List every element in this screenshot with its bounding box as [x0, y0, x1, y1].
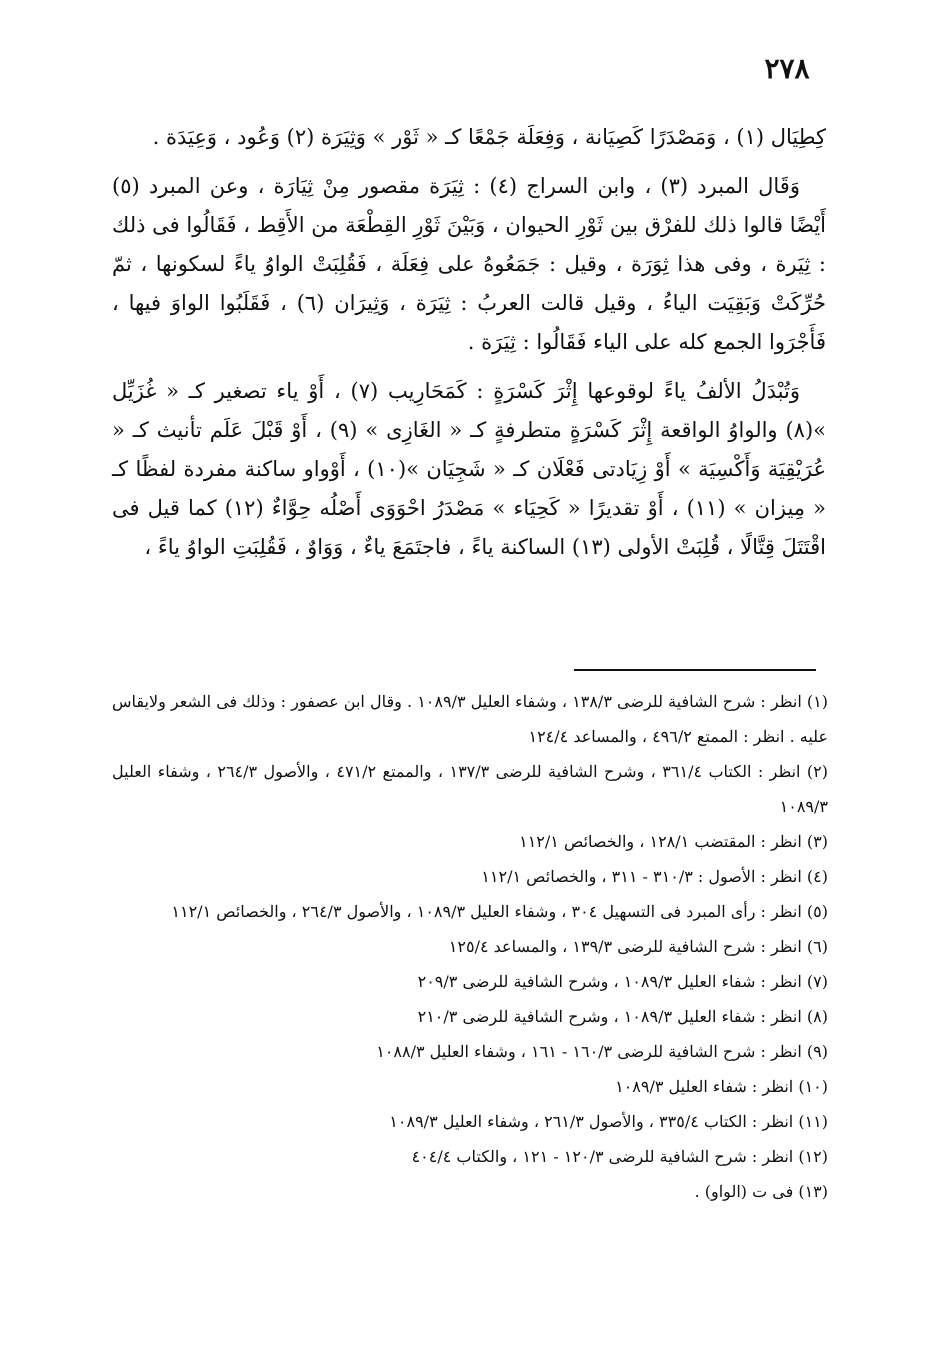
footnotes [112, 684, 828, 1209]
page-number: ٢٧٨ [764, 52, 810, 85]
footnote-3: (٣) انظر : المقتضب ١٢٨/١ ، والخصائص ١١٢/١ [519, 832, 828, 851]
footnote-4: (٤) انظر : الأصول : ٣١٠/٣ - ٣١١ ، والخصائص ١١٢/١ [481, 867, 828, 886]
footnote-6: (٦) انظر : شرح الشافية للرضى ١٣٩/٣ ، والمساعد ١٢٥/٤ [448, 937, 828, 956]
footnote-1: (١) انظر : شرح الشافية للرضى ١٣٨/٣ ، وشفاء العليل ١٠٨٩/٣ . وقال ابن عصفور : وذلك فى الشعر ولايقاس عليه . انظر : الممتع ٤٩٦/٢ ، والمساعد ١٢٤/٤ [112, 692, 828, 746]
footnote-11: (١١) انظر : الكتاب ٣٣٥/٤ ، والأصول ٢٦١/٣ ، وشفاء العليل ١٠٨٩/٣ [389, 1112, 828, 1131]
paragraph-1: كِطِيَال (١) ، وَمَصْدَرًا كَصِيَانة ، وَفِعَلَة جَمْعًا كـ « ثَوْر » وَثِيَرَة (٢) وَعُود ، وَعِيَدَة . [152, 125, 826, 149]
paragraph-2: وَقَال المبرد (٣) ، وابن السراج (٤) : ثِيَرَة مقصور مِنْ ثِيَارَة ، وعن المبرد (٥) أَيْضًا قالوا ذلك للفرْق بين ثَوْرِ الحيوان ، وَبَيْنَ ثَوْرِ القِطْعَة من الأَقِط ، فَقَالُوا فى ذلك : ثِيَرة ، وفى هذا ثِوَرَة ، وقيل : جَمَعُوهُ على فِعَلَة ، فَقُلِبَتْ الواوُ ياءً لسكونها ، ثمّ حُرِّكَتْ وَبَقِيَت الياءُ ، وقيل قالت العربُ : ثِيَرَة ، وَثِيرَان (٦) ، فَقَلَبُوا الواوَ فيها ، فَأَجْرَوا الجمع كله على الياء فَقَالُوا : ثِيَرَة . [112, 174, 826, 354]
footnote-5: (٥) انظر : رأى المبرد فى التسهيل ٣٠٤ ، وشفاء العليل ١٠٨٩/٣ ، والأصول ٢٦٤/٣ ، والخصائص ١١٢/١ [171, 902, 828, 921]
footnote-13: (١٣) فى ت (الواو) . [694, 1182, 828, 1201]
footnote-7: (٧) انظر : شفاء العليل ١٠٨٩/٣ ، وشرح الشافية للرضى ٢٠٩/٣ [417, 972, 828, 991]
footnote-10: (١٠) انظر : شفاء العليل ١٠٨٩/٣ [615, 1077, 828, 1096]
footnote-9: (٩) انظر : شرح الشافية للرضى ١٦٠/٣ - ١٦١ ، وشفاء العليل ١٠٨٨/٣ [376, 1042, 828, 1061]
footnote-2: (٢) انظر : الكتاب ٣٦١/٤ ، وشرح الشافية للرضى ١٣٧/٣ ، والممتع ٤٧١/٢ ، والأصول ٢٦٤/٣ ، وشفاء العليل ١٠٨٩/٣ [112, 762, 829, 816]
footnote-8: (٨) انظر : شفاء العليل ١٠٨٩/٣ ، وشرح الشافية للرضى ٢١٠/٣ [417, 1007, 828, 1026]
footnote-12: (١٢) انظر : شرح الشافية للرضى ١٢٠/٣ - ١٢١ ، والكتاب ٤٠٤/٤ [411, 1147, 828, 1166]
paragraph-3: وَتُبْدَلُ الألفُ ياءً لوقوعها إِثْرَ كَسْرَةٍ : كَمَحَارِيب (٧) ، أَوْ ياء تصغير كـ « غُزَيِّل »(٨) والواوُ الواقعة إِثْرَ كَسْرَةٍ متطرفةٍ كـ « الغَازِى » (٩) ، أَوْ قَبْلَ عَلَم تأنيث كـ « عُرَيْقِيَة وَأَكْسِيَة » أَوْ زِيَادتى فَعْلَان كـ « شَجِيَان »(١٠) ، أَوْواو ساكنة مفردة لفظًا كـ « مِيزان » (١١) ، أَوْ تقديرًا « كَحِيَاء » مَصْدَرُ احْوَوَى أَصْلُه حِوَّاءٌ (١٢) كما قيل فى اقْتَتَلَ قِتَّالًا ، قُلِبَتْ الأولى (١٣) الساكنة ياءً ، فاجتَمَعَ ياءٌ ، وَوَاوٌ ، فَقُلِبَتِ الواوُ ياءً ، [112, 379, 827, 559]
main-text [112, 118, 826, 577]
footnote-divider [574, 669, 816, 671]
